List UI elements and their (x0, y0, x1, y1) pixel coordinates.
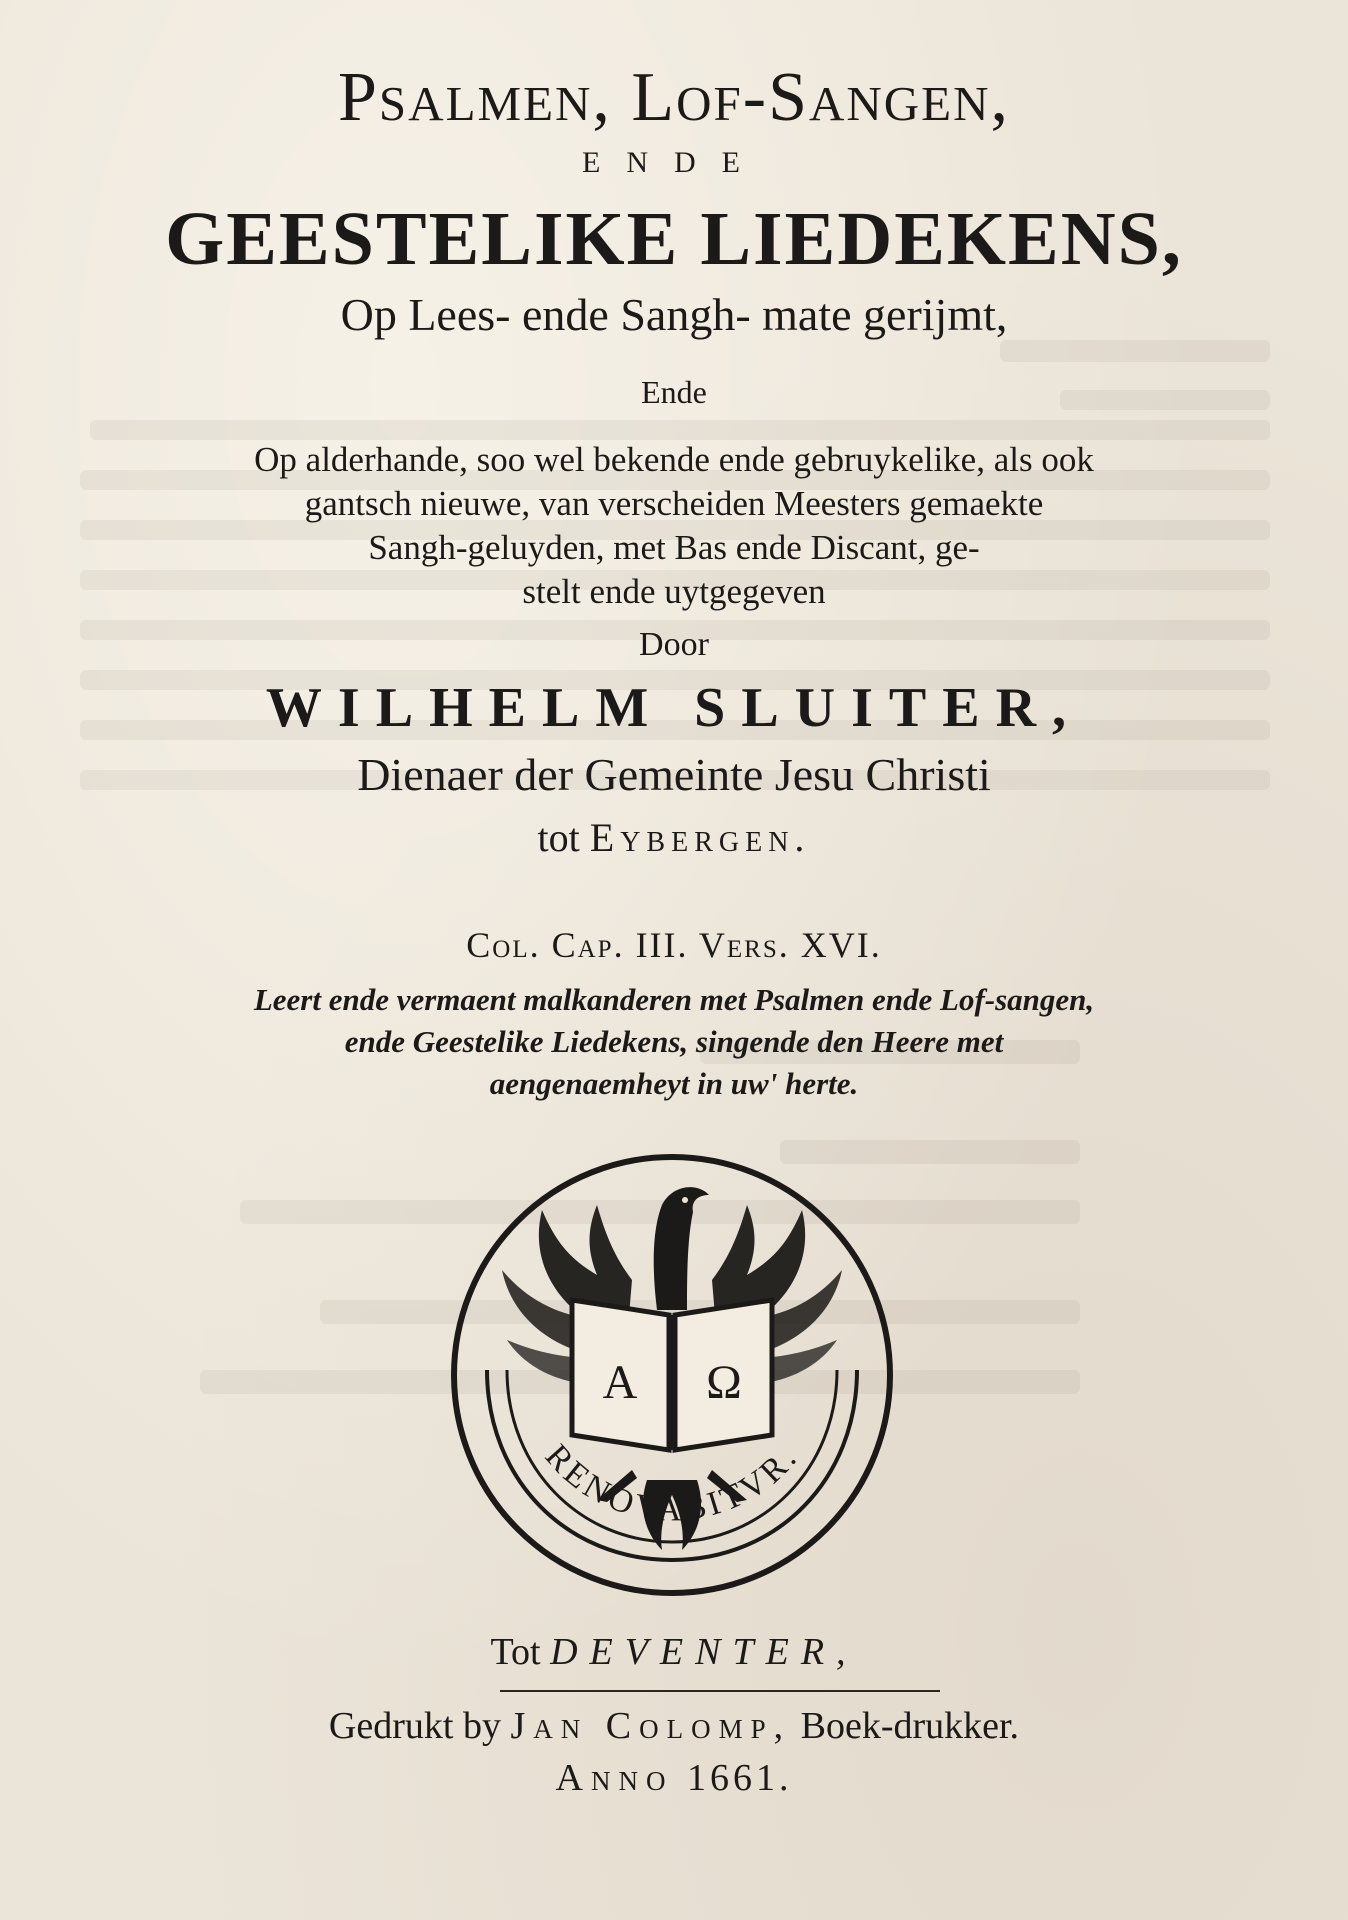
imprint-printer-name: Jan Colomp, (510, 1705, 792, 1747)
author-place (0, 814, 1348, 861)
imprint-printer-prefix: Gedrukt by (328, 1705, 501, 1747)
imprint-printer-suffix: Boek-drukker. (800, 1705, 1020, 1747)
open-book-icon (572, 1300, 772, 1450)
description-line: Sangh-geluyden, met Bas ende Discant, ge- (368, 528, 980, 567)
epigraph-line: ende Geestelike Liedekens, singende den Heere met (344, 1024, 1004, 1059)
author-role: Dienaer der Gemeinte Jesu Christi (357, 749, 991, 800)
subtitle: Op Lees- ende Sangh- mate gerijmt, (340, 289, 1008, 340)
imprint-printer (0, 1704, 1348, 1748)
book-letter-alpha: A (602, 1356, 638, 1409)
imprint-place-name: DEVENTER, (550, 1631, 858, 1673)
imprint-year-prefix: Anno (555, 1757, 674, 1799)
description-line: gantsch nieuwe, van verscheiden Meesters gemaekte (304, 484, 1044, 523)
title-connector: ENDE (582, 146, 766, 179)
author-place-prefix: tot (537, 815, 580, 860)
printers-device-emblem (447, 1150, 897, 1600)
description-line: stelt ende uytgegeven (522, 572, 826, 611)
description-ende: Ende (641, 374, 707, 410)
main-title-line1: Psalmen, Lof-Sangen, (338, 59, 1010, 136)
imprint-year (0, 1756, 1348, 1800)
imprint-place-prefix: Tot (490, 1631, 541, 1673)
description-door: Door (639, 626, 709, 663)
book-letter-omega: Ω (706, 1356, 742, 1409)
main-title-line2: GEESTELIKE LIEDEKENS, (165, 197, 1183, 281)
author-name: WILHELM SLUITER, (265, 677, 1083, 739)
epigraph-citation: Col. Cap. III. Vers. XVI. (466, 925, 882, 965)
emblem-motto: RENOVABITVR. (537, 1437, 807, 1529)
description-line: Op alderhande, soo wel bekende ende gebruykelike, als ook (254, 440, 1094, 479)
imprint-rule (500, 1690, 940, 1692)
imprint-year-value: 1661. (686, 1757, 793, 1799)
author-place-name: Eybergen. (589, 815, 811, 860)
epigraph-line: Leert ende vermaent malkanderen met Psalmen ende Lof-sangen, (253, 982, 1095, 1017)
imprint-place (0, 1630, 1348, 1674)
epigraph-line: aengenaemheyt in uw' herte. (489, 1066, 859, 1101)
